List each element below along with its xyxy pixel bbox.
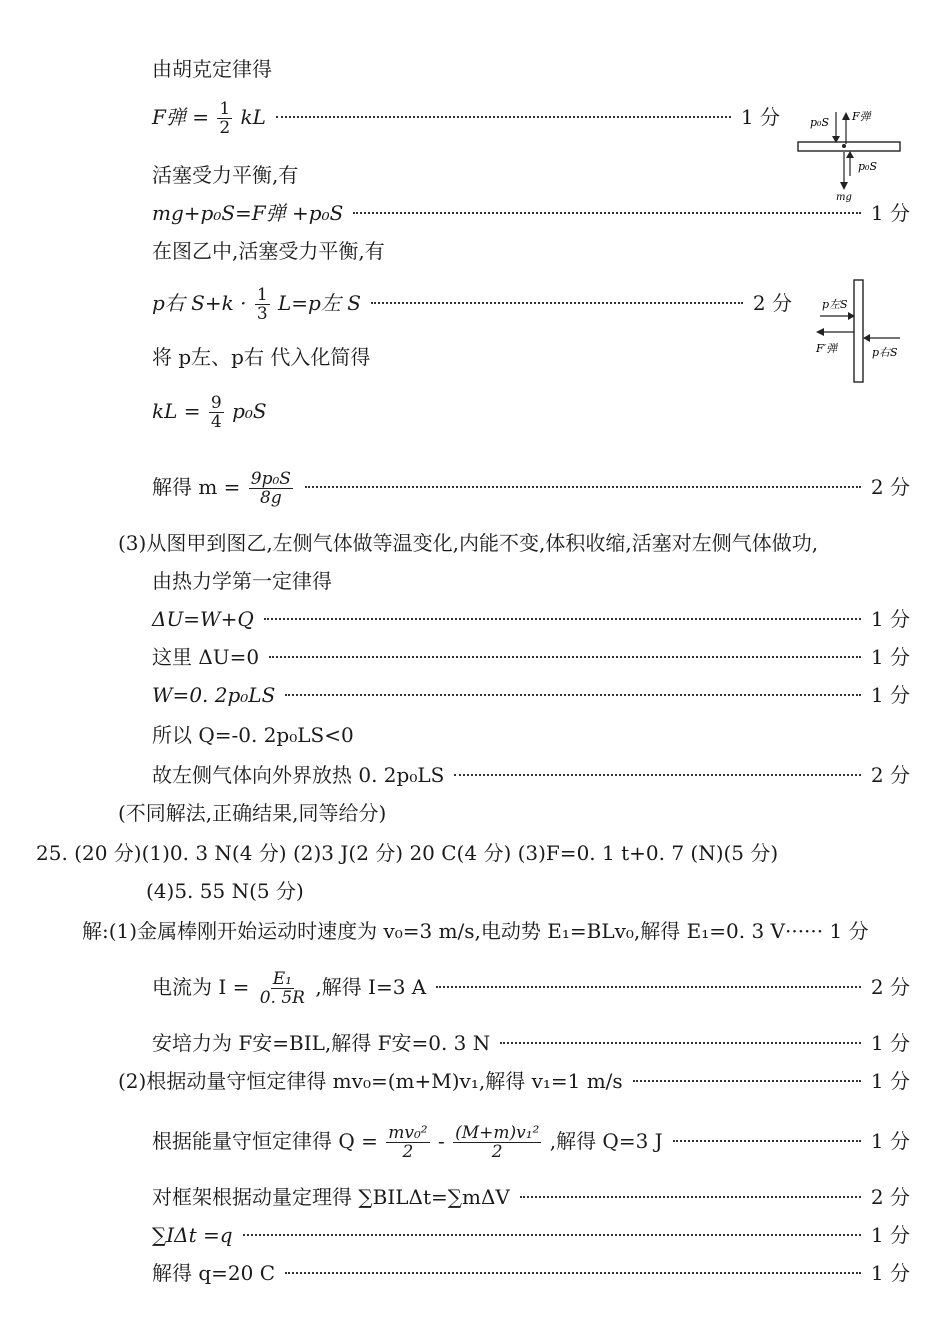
score: 2 分	[870, 763, 910, 787]
label-p-left-s: p左S	[822, 298, 848, 311]
line-solution-1	[82, 918, 869, 944]
score: 1 分	[870, 1261, 910, 1285]
line-q25-answer-4	[146, 878, 304, 904]
score: 1 分	[870, 201, 910, 225]
text: (4)5. 55 N(5 分)	[146, 879, 304, 903]
line-part-3	[118, 530, 818, 556]
line-heat-release	[152, 762, 910, 788]
fraction: $\frac{\text{(M+m)v₁²}}{2}$	[455, 1123, 540, 1162]
formula: (2)根据动量守恒定律得 mv₀=(m+M)v₁,解得 v₁=1 m/s	[118, 1069, 623, 1093]
leader-dots	[264, 618, 861, 620]
line-thermo-law	[152, 568, 332, 594]
score: 2 分	[870, 475, 910, 499]
score: 1 分	[870, 1031, 910, 1055]
text: 25. (20 分)(1)0. 3 N(4 分) (2)3 J(2 分) 20 C(4 分) (3)F=0. 1 t+0. 7 (N)(5 分)	[36, 841, 779, 865]
formula: 根据能量守恒定律得 Q = $\frac{\text{mv₀²}}{2}$ - $\frac{\text{(M+m)v₁²}}{2}$ ,解得 Q=3 J	[152, 1123, 663, 1162]
line-mass-result	[152, 470, 910, 507]
line-momentum	[118, 1068, 910, 1094]
text: 由热力学第一定律得	[152, 569, 332, 593]
fraction: $\frac{\text{E₁}}{0. 5R}$	[259, 969, 305, 1008]
fraction: $\frac{9}{4}$	[210, 393, 222, 432]
force-diagram-jia	[796, 106, 906, 202]
formula: p右 S+k · $\frac{1}{3}$ L=p左 S	[152, 285, 361, 324]
fraction: $\frac{\text{mv₀²}}{2}$	[388, 1123, 428, 1162]
formula: F弹 = $\frac{1}{2}$ kL	[152, 99, 266, 138]
text: 将 p左、p右 代入化简得	[152, 345, 371, 369]
line-kl-result	[152, 394, 267, 431]
text: 在图乙中,活塞受力平衡,有	[152, 239, 385, 263]
formula: mg+p₀S=F弹 +p₀S	[152, 201, 344, 225]
leader-dots	[520, 1196, 861, 1198]
text: (不同解法,正确结果,同等给分)	[118, 801, 387, 825]
line-note	[118, 800, 386, 826]
score: 2 分	[752, 291, 792, 315]
line-impulse	[152, 1184, 910, 1210]
score: 1 分	[740, 105, 780, 129]
score: 1 分	[870, 645, 910, 669]
line-current	[152, 970, 910, 1007]
leader-dots	[353, 212, 861, 214]
score: 1 分	[870, 683, 910, 707]
leader-dots	[276, 116, 731, 118]
label-p0s-top: p₀S	[810, 116, 829, 129]
leader-dots	[285, 694, 861, 696]
formula: W=0. 2p₀LS	[152, 683, 276, 707]
line-ampere-force	[152, 1030, 910, 1056]
line-equation-2	[152, 286, 792, 323]
fraction: $\frac{1}{3}$	[256, 285, 268, 324]
label-f-spring-prime: F′弹	[816, 342, 838, 355]
leader-dots	[500, 1042, 861, 1044]
text: 故左侧气体向外界放热 0. 2p₀LS	[152, 763, 445, 787]
score: 2 分	[870, 1185, 910, 1209]
label-p0s-bottom: p₀S	[858, 160, 877, 173]
formula: 这里 ΔU=0	[152, 645, 260, 669]
formula: 安培力为 F安=BIL,解得 F安=0. 3 N	[152, 1031, 491, 1055]
line-figure-yi	[152, 238, 385, 264]
formula: ∑IΔt =q	[152, 1223, 233, 1247]
leader-dots	[305, 486, 861, 488]
line-work	[152, 682, 910, 708]
line-charge-sum	[152, 1222, 910, 1248]
label-p-right-s: p右S	[872, 346, 898, 359]
leader-dots	[454, 774, 861, 776]
formula: 解得 q=20 C	[152, 1261, 276, 1285]
formula: 所以 Q=-0. 2p₀LS<0	[152, 723, 354, 747]
leader-dots	[285, 1272, 861, 1274]
leader-dots	[673, 1140, 861, 1142]
line-energy	[152, 1124, 910, 1161]
score: 1 分	[870, 1129, 910, 1153]
fraction: $\frac{1}{2}$	[219, 99, 231, 138]
line-q-result	[152, 722, 354, 748]
line-equation-1	[152, 200, 910, 226]
score: 1 分	[870, 1069, 910, 1093]
leader-dots	[243, 1234, 861, 1236]
formula: 解得 m = $\frac{\text{9p₀S}}{8g}$	[152, 469, 291, 508]
line-piston-balance	[152, 162, 298, 188]
line-delta-u	[152, 606, 910, 632]
fraction: $\frac{\text{9p₀S}}{8g}$	[250, 469, 291, 508]
leader-dots	[371, 302, 743, 304]
line-delta-u-zero	[152, 644, 910, 670]
score: 1 分	[870, 607, 910, 631]
formula: 电流为 I = $\frac{\text{E₁}}{0. 5R}$ ,解得 I=3 A	[152, 969, 427, 1008]
leader-dots	[633, 1080, 861, 1082]
text: (3)从图甲到图乙,左侧气体做等温变化,内能不变,体积收缩,活塞对左侧气体做功,	[118, 531, 819, 555]
line-substitute	[152, 344, 370, 370]
label-mg: mg	[836, 192, 852, 202]
label-f-spring: F弹	[852, 110, 871, 123]
formula: 对框架根据动量定理得 ∑BILΔt=∑mΔV	[152, 1185, 510, 1209]
score: 2 分	[870, 975, 910, 999]
formula: kL = $\frac{9}{4}$ p₀S	[152, 393, 267, 432]
text: 活塞受力平衡,有	[152, 163, 299, 187]
force-diagram-yi	[812, 278, 908, 384]
line-q25-answers	[36, 840, 778, 866]
text: 解:(1)金属棒刚开始运动时速度为 v₀=3 m/s,电动势 E₁=BLv₀,解得 E₁=0. 3 V······ 1 分	[82, 919, 869, 943]
text: 由胡克定律得	[152, 57, 272, 81]
line-charge-result	[152, 1260, 910, 1286]
line-spring-force	[152, 100, 780, 137]
leader-dots	[269, 656, 861, 658]
formula: ΔU=W+Q	[152, 607, 254, 631]
line-hooke-law	[152, 56, 272, 82]
leader-dots	[436, 986, 861, 988]
score: 1 分	[870, 1223, 910, 1247]
